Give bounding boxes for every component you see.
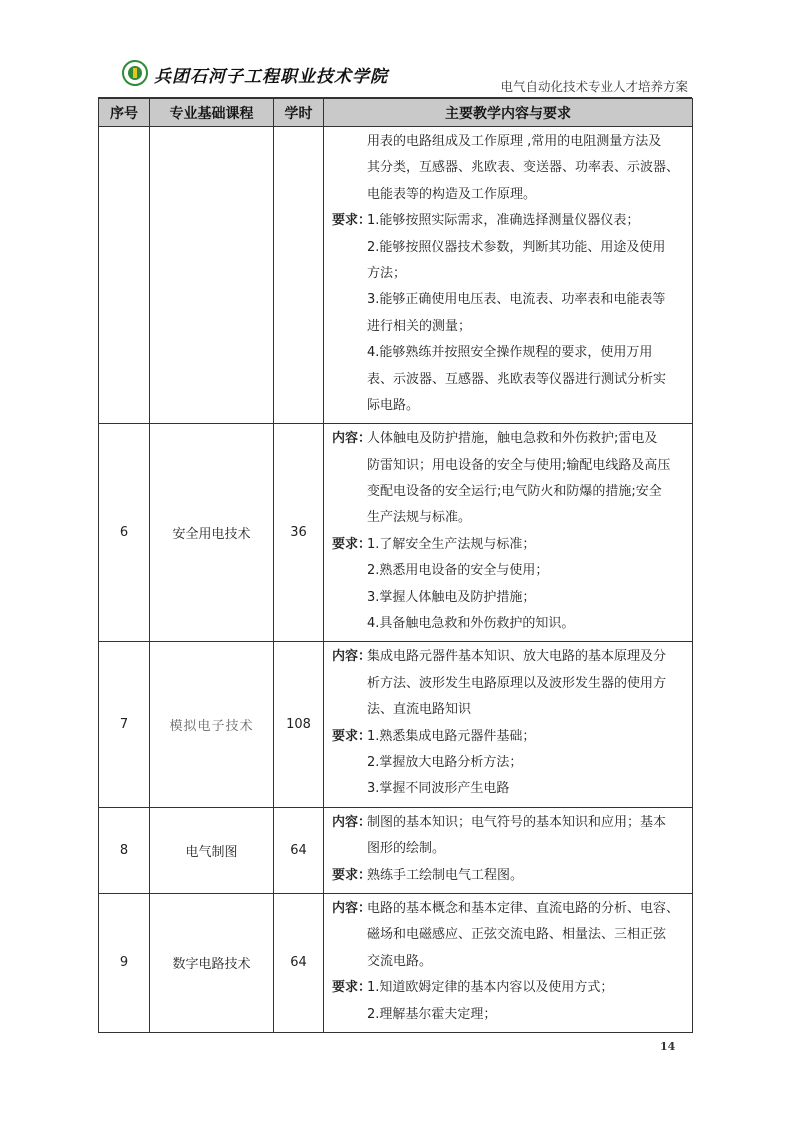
course-name: 安全用电技术 (150, 424, 274, 642)
course-name: 数字电路技术 (150, 893, 274, 1032)
content-text: 熟练手工绘制电气工程图。 (367, 867, 524, 883)
content-text: 电能表等的构造及工作原理。 (367, 186, 537, 202)
content-line (332, 453, 692, 479)
content-line (332, 505, 692, 531)
content-line (332, 697, 692, 723)
content-line (332, 314, 692, 340)
content-line (332, 479, 692, 505)
table-row (99, 642, 693, 807)
content-text: 法、直流电路知识 (367, 702, 472, 718)
page-header (98, 50, 692, 98)
content-line (332, 340, 692, 366)
content-line (332, 261, 692, 287)
content-line (332, 776, 692, 802)
course-hours: 64 (274, 893, 324, 1032)
content-line (332, 532, 692, 558)
table-row (99, 893, 693, 1032)
content-tag: 内容： (332, 814, 372, 830)
table-row (99, 807, 693, 893)
course-hours (274, 127, 324, 424)
content-line (332, 863, 692, 889)
content-text: 磁场和电磁感应、正弦交流电路、相量法、三相正弦 (367, 927, 667, 943)
content-text: 方法； (367, 265, 407, 281)
content-line (332, 585, 692, 611)
content-line (332, 836, 692, 862)
content-line (332, 393, 692, 419)
row-number: 7 (99, 642, 150, 807)
row-number: 9 (99, 893, 150, 1032)
content-line (332, 287, 692, 313)
content-text: 人体触电及防护措施，触电急救和外伤救护;雷电及 (367, 431, 658, 447)
content-text: 电路的基本概念和基本定律、直流电路的分析、电容、 (367, 900, 680, 916)
course-content (324, 127, 693, 424)
content-tag: 要求： (332, 728, 372, 744)
content-text: 4.能够熟练并按照安全操作规程的要求，使用万用 (367, 345, 653, 361)
content-line (332, 896, 692, 922)
course-name (150, 127, 274, 424)
document-title: 电气自动化技术专业人才培养方案 (500, 79, 688, 94)
course-name: 电气制图 (150, 807, 274, 893)
content-line (332, 922, 692, 948)
content-text: 集成电路元器件基本知识、放大电路的基本原理及分 (367, 649, 667, 665)
content-line (332, 129, 692, 155)
content-text: 2.能够按照仪器技术参数，判断其功能、用途及使用 (367, 239, 666, 255)
content-line (332, 235, 692, 261)
content-tag: 要求： (332, 867, 372, 883)
row-number (99, 127, 150, 424)
course-content (324, 642, 693, 807)
content-line (332, 724, 692, 750)
content-tag: 内容： (332, 649, 372, 665)
content-text: 进行相关的测量； (367, 318, 472, 334)
content-text: 1.知道欧姆定律的基本内容以及使用方式； (367, 980, 614, 996)
content-tag: 要求： (332, 536, 372, 552)
content-text: 2.熟悉用电设备的安全与使用； (367, 563, 549, 579)
content-line (332, 1002, 692, 1028)
course-hours: 64 (274, 807, 324, 893)
content-line (332, 155, 692, 181)
content-text: 制图的基本知识；电气符号的基本知识和应用；基本 (367, 814, 667, 830)
school-logo-icon (122, 60, 148, 86)
content-tag: 要求： (332, 980, 372, 996)
content-line (332, 208, 692, 234)
course-hours: 108 (274, 642, 324, 807)
content-text: 用表的电路组成及工作原理 ,常用的电阻测量方法及 (367, 134, 662, 149)
content-line (332, 810, 692, 836)
content-line (332, 949, 692, 975)
content-line (332, 975, 692, 1001)
content-text: 1.能够按照实际需求，准确选择测量仪器仪表； (367, 213, 640, 229)
content-text: 表、示波器、互感器、兆欧表等仪器进行测试分析实 (367, 371, 667, 387)
content-line (332, 426, 692, 452)
content-tag: 内容： (332, 900, 372, 916)
school-name: 兵团石河子工程职业技术学院 (154, 67, 388, 87)
content-text: 防雷知识；用电设备的安全与使用;输配电线路及高压 (367, 457, 671, 473)
content-text: 生产法规与标准。 (367, 510, 472, 526)
course-content (324, 807, 693, 893)
content-text: 变配电设备的安全运行;电气防火和防爆的措施;安全 (367, 484, 662, 500)
header-course: 专业基础课程 (150, 99, 274, 127)
content-line (332, 750, 692, 776)
content-text: 2.掌握放大电路分析方法； (367, 754, 523, 770)
content-line (332, 367, 692, 393)
content-tag: 内容： (332, 431, 372, 447)
content-text: 其分类，互感器、兆欧表、变送器、功率表、示波器、 (367, 160, 680, 176)
content-line (332, 611, 692, 637)
content-text: 1.了解安全生产法规与标准； (367, 536, 536, 552)
content-text: 3.能够正确使用电压表、电流表、功率表和电能表等 (367, 292, 666, 308)
table-header-row (99, 99, 693, 127)
content-text: 际电路。 (367, 397, 420, 413)
content-text: 1.熟悉集成电路元器件基础； (367, 728, 536, 744)
table-row (99, 127, 693, 424)
header-content: 主要教学内容与要求 (324, 99, 693, 127)
header-no: 序号 (99, 99, 150, 127)
content-text: 图形的绘制。 (367, 841, 446, 857)
content-line (332, 671, 692, 697)
content-text: 3.掌握人体触电及防护措施； (367, 589, 536, 605)
course-content (324, 893, 693, 1032)
course-hours: 36 (274, 424, 324, 642)
course-name: 模拟电子技术 (150, 642, 274, 807)
curriculum-table (98, 98, 693, 1033)
content-line (332, 182, 692, 208)
content-text: 析方法、波形发生电路原理以及波形发生器的使用方 (367, 675, 667, 691)
content-line (332, 644, 692, 670)
page-number: 14 (660, 1040, 676, 1053)
content-line (332, 558, 692, 584)
header-hours: 学时 (274, 99, 324, 127)
content-text: 3.掌握不同波形产生电路 (367, 781, 510, 797)
content-text: 2.理解基尔霍夫定理； (367, 1006, 497, 1022)
content-text: 4.具备触电急救和外伤救护的知识。 (367, 616, 575, 632)
row-number: 6 (99, 424, 150, 642)
course-content (324, 424, 693, 642)
row-number: 8 (99, 807, 150, 893)
content-text: 交流电路。 (367, 953, 433, 969)
table-row (99, 424, 693, 642)
content-tag: 要求： (332, 213, 372, 229)
